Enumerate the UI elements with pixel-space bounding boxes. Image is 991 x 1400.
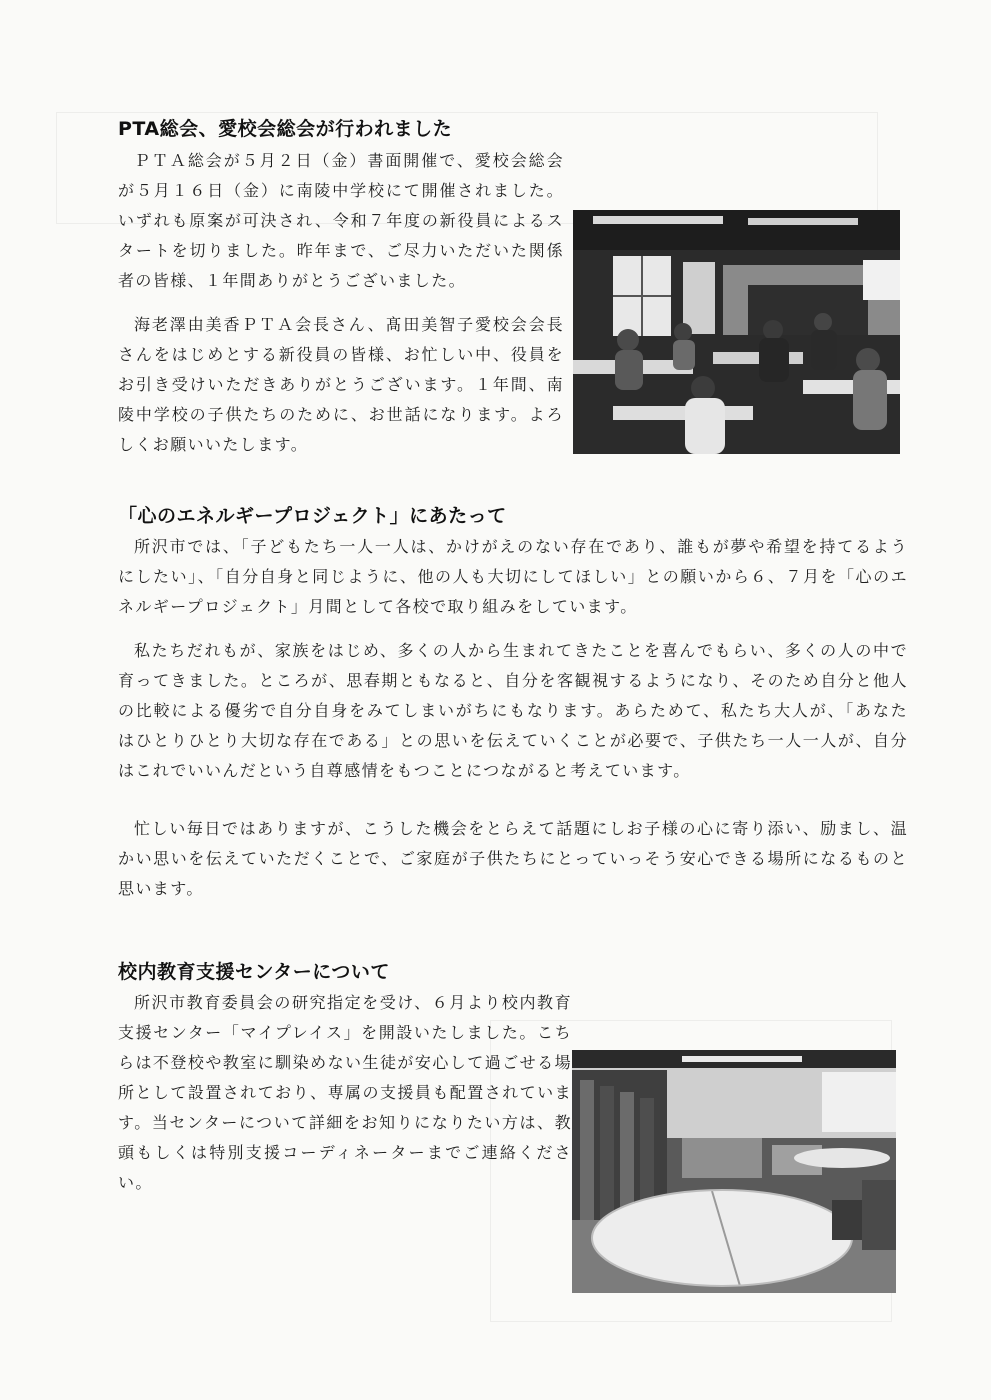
kokoro-paragraph-2: 私たちだれもが、家族をはじめ、多くの人から生まれてきたことを喜んでもらい、多くの人の中で育ってきました。ところが、思春期ともなると、自分を客観視するようになり、そのため自分と他人の比較による優劣で自分自身をみてしまいがちにもなります。あらためて、私たち大人が、「あなたはひとりひとり大切な存在である」との思いを伝えていくことが必要で、子供たち一人一人が、自分はこれでいいんだという自尊感情をもつことにつながると考えています。 [118, 641, 908, 780]
section-heading-kokoro: 「心のエネルギープロジェクト」にあたって [118, 505, 507, 527]
support-center-room-photo [572, 1050, 896, 1293]
kokoro-paragraph-3: 忙しい毎日ではありますが、こうした機会をとらえて話題にしお子様の心に寄り添い、励まし、温かい思いを伝えていただくことで、ご家庭が子供たちにとっていっそう安心できる場所になるものと思います。 [118, 819, 908, 898]
section-heading-support-center: 校内教育支援センターについて [118, 961, 390, 983]
pta-paragraph-2-flow: 海老澤由美香ＰＴＡ会長さん、髙田美智子愛校会会長さんをはじめとする新役員の皆様、お忙しい中、役員をお引き受けいただきありがとうございます。１年間、南陵中学校の子供たちのために、お世話になります。よろしくお願いいたします。 [118, 315, 564, 454]
section-heading-pta: PTA総会、愛校会総会が行われました [118, 118, 453, 140]
meeting-room-photo [573, 210, 900, 454]
support-center-paragraph: 所沢市教育委員会の研究指定を受け、６月より校内教育支援センター「マイプレイス」を開設いたしました。こちらは不登校や教室に馴染めない生徒が安心して過ごせる場所として設置されており、専属の支援員も配置されています。当センターについて詳細をお知りになりたい方は、教頭もしくは特別支援コーディネーターまでご連絡ください。 [118, 993, 572, 1192]
kokoro-paragraph-1: 所沢市では、「子どもたち一人一人は、かけがえのない存在であり、誰もが夢や希望を持てるようにしたい」、「自分自身と同じように、他の人も大切にしてほしい」との願いから６、７月を「心のエネルギープロジェクト」月間として各校で取り組みをしています。 [118, 537, 908, 616]
pta-paragraph-1-flow: ＰＴＡ総会が５月２日（金）書面開催で、愛校会総会が５月１６日（金）に南陵中学校にて開催されました。いずれも原案が可決され、令和７年度の新役員によるスタートを切りました。昨年まで、ご尽力いただいた関係者の皆様、１年間ありがとうございました。 [118, 151, 564, 290]
